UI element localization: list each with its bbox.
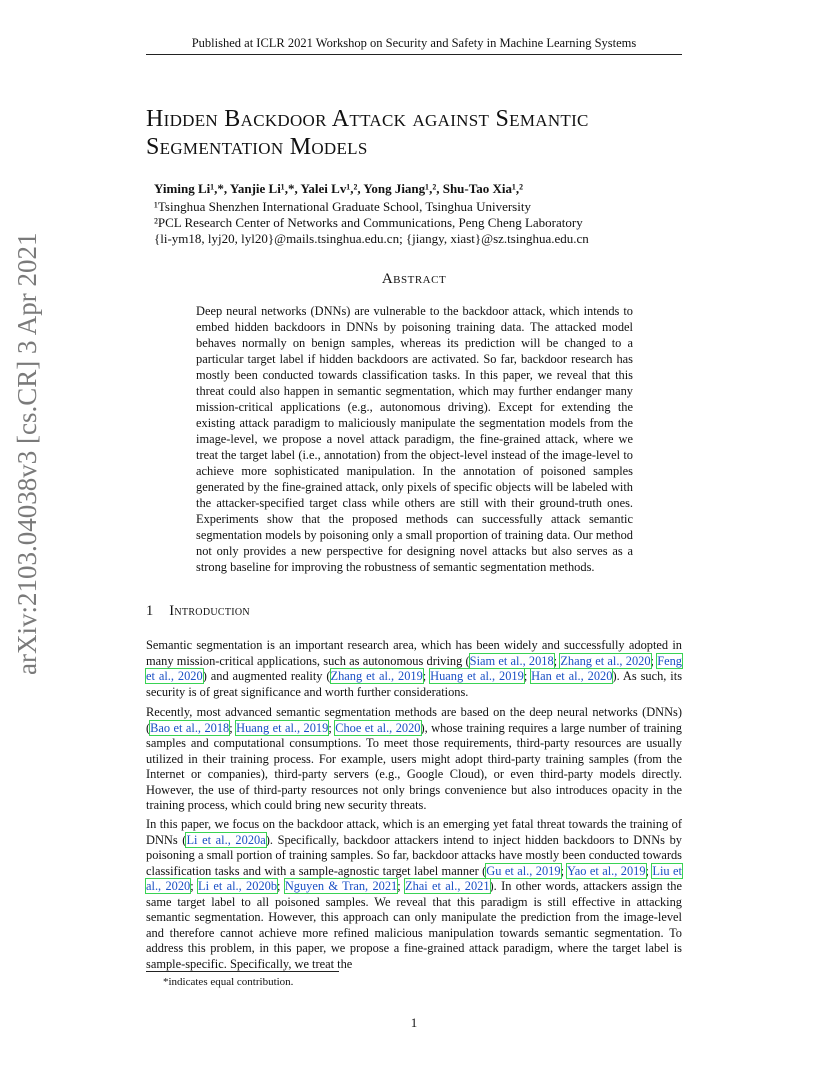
text-run: ; xyxy=(397,879,406,893)
footnote-rule xyxy=(146,971,339,972)
text-run: ) and augmented reality ( xyxy=(202,669,331,683)
author-emails: {li-ym18, lyj20, lyl20}@mails.tsinghua.edu.cn; {jiangy, xiast}@sz.tsinghua.edu.cn xyxy=(154,231,589,246)
citation-link[interactable]: Li et al., 2020b xyxy=(198,879,278,893)
text-run: ; xyxy=(190,879,199,893)
citation-link[interactable]: Zhang et al., 2019 xyxy=(330,669,423,683)
text-run: ). Specifically, backdoor attackers intend to inject hidden backdoors to DNNs by poisoning a small portion of training samples. So far, backdoor attacks have mostly been conducted towards classification tasks and with a sample-agnostic target label manner ( xyxy=(146,832,682,878)
text-run: ; xyxy=(650,653,658,668)
citation-link[interactable]: Yao et al., 2019 xyxy=(567,863,646,878)
arxiv-id: arXiv:2103.04038v3 [cs.CR] 3 Apr 2021 xyxy=(12,232,42,675)
citation-link[interactable]: Feng et al., 2020 xyxy=(146,653,682,683)
citation-link[interactable]: Gu et al., 2019 xyxy=(486,863,561,878)
citation-link[interactable]: Huang et al., 2019 xyxy=(430,669,524,683)
running-header: Published at ICLR 2021 Workshop on Security and Safety in Machine Learning Systems xyxy=(191,36,637,50)
text-run: Semantic segmentation is an important research area, which has been widely and successfully adopted in many mission-critical applications, such as autonomous driving ( xyxy=(146,638,682,668)
arxiv-stamp xyxy=(10,232,50,675)
citation-link[interactable]: Choe et al., 2020 xyxy=(335,720,421,735)
section-number: 1 xyxy=(146,603,154,619)
citation-link[interactable]: Bao et al., 2018 xyxy=(150,720,230,735)
citation-link[interactable]: Han et al., 2020 xyxy=(531,669,613,683)
citation-link[interactable]: Liu et al., 2020 xyxy=(146,863,682,893)
abstract-body: Deep neural networks (DNNs) are vulnerable to the backdoor attack, which intends to embed hidden backdoors in DNNs by poisoning training data. The attacked model behaves normally on benign samples, whereas its prediction will be changed to a particular target label if hidden backdoors are activated. So far, backdoor research has mostly been conducted towards classification tasks. In this paper, we reveal that this threat could also happen in semantic segmentation, which may further endanger many mission-critical applications (e.g., autonomous driving). Except for extending the existing attack paradigm to maliciously manipulate the segmentation models from the image-level, we propose a novel attack paradigm, the fine-grained attack, where we treat the target label (i.e., annotation) from the object-level instead of the image-level to achieve more sophisticated manipulation. In the annotation of poisoned samples generated by the fine-grained attack, only pixels of specific objects will be labeled with the attacker-specified target class while others are still with their ground-truth ones. Experiments show that the proposed methods can successfully attack semantic segmentation models by poisoning only a small proportion of training data. Our method not only provides a new perspective for designing novel attacks but also serves as a strong baseline for improving the robustness of semantic segmentation methods. xyxy=(196,304,633,574)
intro-paragraph-3 xyxy=(146,817,682,972)
text-run: ), whose training requires a large number of training samples and computational consumptions. To meet those requirements, third-party resources are usually utilized in their training process. For example, users might adopt third-party training samples (from the Internet or companies), third-party servers (e.g., Google Cloud), or even third-party models directly. However, the use of third-party resources not only brings convenience but also introduces opacity in the training process, which could bring new security threats. xyxy=(146,720,682,812)
text-run: ). In other words, attackers assign the same target label to all poisoned samples. We reveal that this paradigm is still effective in attacking semantic segmentation. However, this approach can only manipulate the prediction from the image-level and therefore cannot achieve more refined malicious manipulation towards semantic segmentation. To address this problem, in this paper, we propose a fine-grained attack paradigm, where the target label is sample-specific. Specifically, we treat the xyxy=(146,879,682,971)
text-run: ; xyxy=(560,863,567,878)
text-run: In this paper, we focus on the backdoor attack, which is an emerging yet fatal threat towards the training of DNNs ( xyxy=(146,817,682,847)
section-title: Introduction xyxy=(169,603,250,619)
citation-link[interactable]: Siam et al., 2018 xyxy=(469,653,554,668)
text-run: ; xyxy=(277,879,285,893)
title-line-1: Hidden Backdoor Attack against Semantic xyxy=(146,106,589,132)
affiliation-1: ¹Tsinghua Shenzhen International Graduate School, Tsinghua University xyxy=(154,199,531,214)
text-run: ; xyxy=(645,863,653,878)
page-number: 1 xyxy=(410,1015,418,1030)
citation-link[interactable]: Nguyen & Tran, 2021 xyxy=(284,879,398,893)
citation-link[interactable]: Huang et al., 2019 xyxy=(236,720,329,735)
text-run: ; xyxy=(553,653,561,668)
text-run: ; xyxy=(523,669,532,683)
citation-link[interactable]: Zhang et al., 2020 xyxy=(560,653,651,668)
citation-link[interactable]: Li et al., 2020a xyxy=(186,832,266,847)
text-run: ; xyxy=(229,720,237,735)
header-rule xyxy=(146,54,682,55)
authors: Yiming Li¹,*, Yanjie Li¹,*, Yalei Lv¹,², Yong Jiang¹,², Shu-Tao Xia¹,² xyxy=(154,181,524,196)
intro-paragraph-1 xyxy=(146,638,682,700)
affiliation-2: ²PCL Research Center of Networks and Communications, Peng Cheng Laboratory xyxy=(154,215,583,230)
text-run: ). As such, its security is of great significance and worth further considerations. xyxy=(146,669,683,699)
text-run: Recently, most advanced semantic segmentation methods are based on the deep neural networks (DNNs) ( xyxy=(146,705,682,735)
footnote: *indicates equal contribution. xyxy=(163,976,294,988)
paper-title xyxy=(146,105,706,161)
intro-paragraph-2 xyxy=(146,705,682,814)
text-run: ; xyxy=(328,720,336,735)
citation-link[interactable]: Zhai et al., 2021 xyxy=(405,879,490,893)
abstract-heading: Abstract xyxy=(381,271,447,287)
title-line-2: Segmentation Models xyxy=(146,134,368,160)
text-run: ; xyxy=(422,669,431,683)
section-heading xyxy=(146,603,250,620)
